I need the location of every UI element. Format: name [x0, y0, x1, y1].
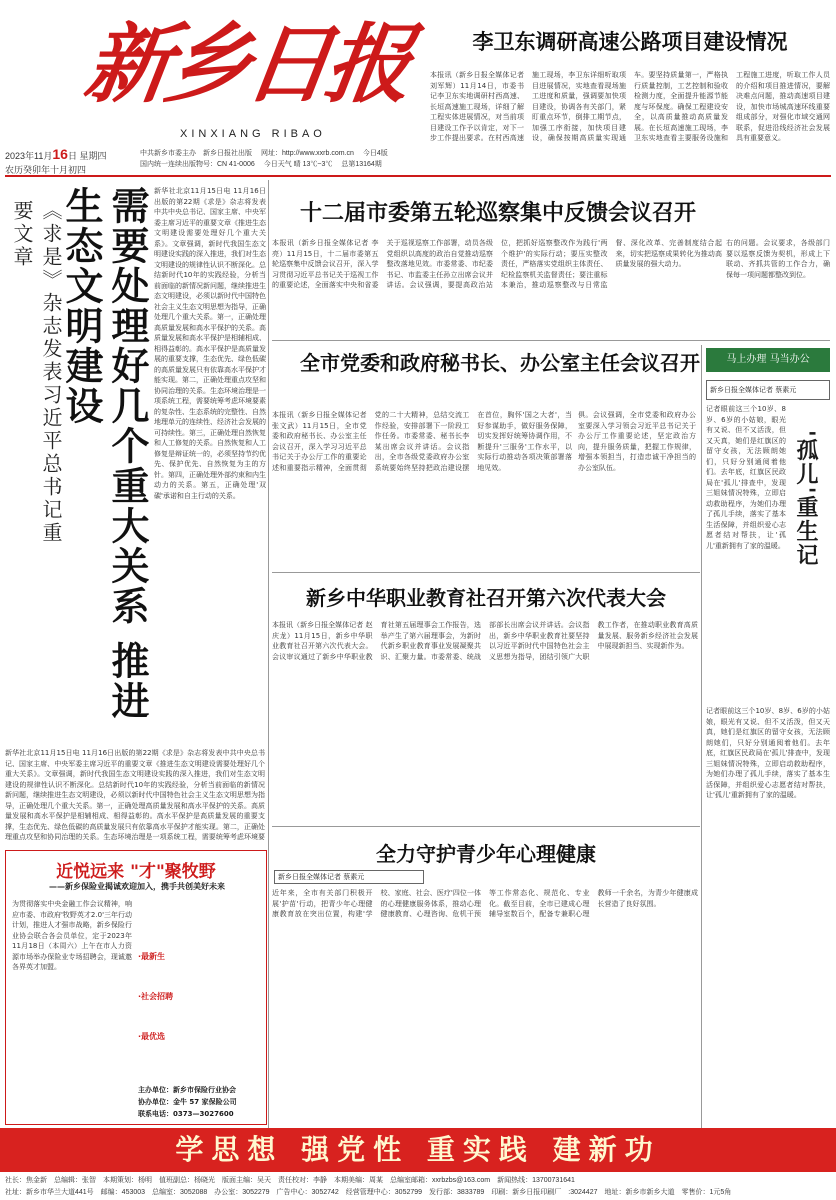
date-block	[5, 147, 140, 177]
promo-contact-1: 主办单位：新乡市保险行业协会	[138, 1086, 236, 1094]
masthead-divider	[5, 175, 831, 177]
inspection-title: 十二届市委第五轮巡察集中反馈会议召开	[299, 201, 696, 226]
top-story-title: 李卫东调研高速公路项目建设情况	[472, 30, 788, 54]
top-story-body: 本报讯（新乡日报全媒体记者 刘军辉）11月14日，市委书记李卫东实地调研村西高速、长垣高速施工现场，详细了解工程实体进展情况，对当前项目建设工作予以肯定，对下一步工作提出要求。在村西高速施工现场，李卫东详细听取项目进展情况，实地查看现场施工进度和质量，强调要加快项目建设，协调各有关部门，紧盯重点环节，倒排工期节点，加强工序衔接，加快项目建设，确保按期高质量实现通车。要坚持质量第一，严格执行质量控制，工艺控制和验收检测力度，全面提升能源节能度与环保度。确保工程建设安全，以高质量推动高质量发展。在长垣高速施工现场，李卫东实地查看主要服务设施和工程施工进度，听取工作人员的介绍和项目推进情况，要解决难点问题，推动高速项目建设，加快市场城高速环线重要组成部分，对强化市域交通网联系，促进沿线经济社会发展具有重要意义。	[430, 71, 830, 142]
masthead-logo: 新乡日报	[78, 14, 414, 115]
publisher-info	[140, 148, 430, 170]
publisher: 中共新乡市委主办 新乡日报社出版	[140, 150, 252, 157]
right-column-title: '孤儿'重生记	[793, 430, 818, 568]
promo-section-3: ·最优选	[138, 1032, 166, 1041]
promo-contact-3: 联系电话：0373—3027600	[138, 1110, 234, 1118]
footer-line-2: 社址：新乡市华兰大道441号 邮编：453003 总编室：3052088 办公室：3052279 广告中心：3052742 经营管理中心：3052799 发行部：3833789 印刷：新乡日报印刷厂 :3024427 地址：新乡市新乡大道 零售价：1元5角	[5, 1189, 732, 1196]
youth-title: 全力守护青少年心理健康	[376, 842, 596, 866]
promo-contact-2: 协办单位：金牛 57 家保险公司	[138, 1098, 237, 1106]
promo-box	[5, 850, 267, 1125]
left-feature-title: 需要处理好几个重大关系 推进生态文明建设	[59, 186, 149, 722]
divider-3	[272, 826, 700, 827]
secretary-col3: 俱。会议强调，全市党委和政府办公室要深入学习领会习近平总书记关于办公厅工作重要论述，坚定政治方向，提升服务质量，把握工作规律，增强本领担当，打造忠诚干净担当的办公室队伍。	[578, 411, 696, 472]
left-feature-subtitle: 《求是》杂志发表习近平总书记重要文章	[10, 200, 63, 545]
column-divider-left	[268, 180, 269, 1128]
right-column-continued: 记者眼前这三个10岁、8岁、6岁的小姑娘，眼光有又说、但不又活泼，但又天真，她们是红旗区的留守女孩，无法顾朗她们，只好分别通阅着他们。去年底，红旗区民政局在'孤儿'排查中，发现三姐妹情况特殊，立即启动救助程序，为她们办理了孤儿手续，落实了基本生活保障，并组织爱心志愿者结对帮扶，让'孤儿'重新拥有了家的温暖。	[706, 707, 830, 799]
weather: 今日天气 晴 13℃~3℃	[263, 161, 333, 168]
youth-byline-box	[274, 870, 424, 884]
inspection-col4: 右的问题。会议要求，各级部门要以巡察反馈为契机，形成上下联动、齐抓共管的工作合力，确保每一项问题都整改到位。	[726, 239, 830, 279]
vocational-title: 新乡中华职业教育社召开第六次代表大会	[306, 586, 666, 610]
vocational-body: 本报讯（新乡日报全媒体记者 赵庆龙）11月15日，新乡中华职业教育社召开第六次代表大会。会议审议通过了新乡中华职业教育社第五届理事会工作报告，选举产生了第六届理事会，为新时代新乡职业教育事业发展凝聚共识、汇聚力量。市委常委、统战部部长出席会议并讲话。会议指出，新乡中华职业教育社要坚持以习近平新时代中国特色社会主义思想为指导，团结引领广大职教工作者，在推动职业教育高质量发展、服务新乡经济社会发展中展现新担当、实现新作为。	[272, 621, 698, 661]
promo-section-2: ·社会招聘	[138, 992, 174, 1001]
footer-line-1: 社长：焦金新 总编辑：张智 本期策划：杨明 值班副总：杨晓光 版面主编：吴天 责任校对：李静 本期美编：周某 总编室邮箱：xxrbzbs@163.com 新闻热线：13700731641	[5, 1177, 575, 1184]
promo-title: 近悦远来 "才"聚牧野	[56, 862, 216, 882]
divider-right-col	[701, 345, 702, 1128]
secretary-title: 全市党委和政府秘书长、办公室主任会议召开	[300, 351, 700, 375]
right-column-body: 记者眼前这三个10岁、8岁、6岁的小姑娘，眼光有又说、但不又活泼，但又天真，她们是红旗区的留守女孩，无法顾朗她们，只好分别通阅着他们。去年底，红旗区民政局在'孤儿'排查中，发现三姐妹情况特殊，立即启动救助程序，为她们办理了孤儿手续，落实了基本生活保障，并组织爱心志愿者结对帮扶，让'孤儿'重新拥有了家的温暖。	[706, 405, 786, 550]
promo-section-1: ·最新生	[138, 952, 166, 961]
website: 网址：http://www.xxrb.com.cn	[260, 150, 354, 157]
lunar-date: 农历癸卯年十月初四	[5, 165, 87, 175]
serial-number: 总第13164期	[341, 161, 382, 168]
cn-number: 国内统一连续出版物号：CN 41-0006	[140, 161, 255, 168]
masthead-pinyin: XINXIANG RIBAO	[180, 128, 326, 140]
date-day: 16	[52, 146, 68, 162]
right-column-banner: 马上办理 马当办公	[706, 348, 830, 372]
date-suffix: 日 星期四	[67, 151, 107, 161]
secretary-body: 本报讯（新乡日报全媒体记者 张文武）11月15日，全市党委和政府秘书长、办公室主任会议召开，深入学习习近平总书记关于办公厅工作的重要论述和重要指示精神，全面贯彻党的二十大精神，总结交流工作经验，安排部署下一阶段工作任务。市委常委、秘书长李某出席会议并讲话。会议指出，全市各级党委政府办公室系统要始终坚持把政治建设摆在首位，胸怀'国之大者'，当好参谋助手，做好服务保障，切实发挥好统筹协调作用，不断提升'三服务'工作水平，以实际行动推动各项决策部署落地见效。	[272, 411, 572, 472]
divider-1	[272, 340, 830, 341]
youth-byline: 新乡日报全媒体记者 蔡素元	[278, 873, 365, 881]
slogan-banner: 学思想 强党性 重实践 建新功	[0, 1128, 836, 1172]
promo-body: 为贯彻落实中央金融工作会议精神，响应市委、市政府'牧野英才2.0'三年行动计划，推进人才强市战略，新乡保险行业协会联合各会员单位，定于2023年11月18日（本周六）上午在市人力资源市场举办保险业专场招聘会，现诚邀各界英才加盟。	[12, 900, 132, 971]
right-column-box	[706, 380, 830, 400]
left-feature-body: 新华社北京11月15日电 11月16日出版的第22期《求是》杂志将发表中共中央总书记、国家主席、中央军委主席习近平的重要文章《推进生态文明建设需要处理好几个重大关系》。文章强调，新时代我国生态文明建设实践的深入推进，我们对生态文明建设的规律性认识不断深化。总结新时代10年的实践经验，分析当前面临的新情况新问题，继续推进生态文明建设，必须以新时代中国特色社会主义生态文明思想为指导，正确处理几个重大关系。第一，正确处理高质量发展和高水平保护的关系。高质量发展和高水平保护是相辅相成、相得益彰的。高水平保护是高质量发展的重要支撑，生态优先、绿色低碳的高质量发展只有依靠高水平保护才能实现。第二，正确处理重点攻坚和协同治理的关系。生态环境治理是一项系统工程，需要统筹考虑环境要素的复杂性、生态系统的完整性、自然地理单元的连续性、经济社会发展的可持续性。第三，正确处理自然恢复和人工修复的关系。自然恢复和人工修复是辩证统一的，必须坚持节约优先、保护优先、自然恢复为主的方针。第四，正确处理外部约束和内生动力的关系。第五，正确处理'双碳'承诺和自主行动的关系。	[154, 187, 266, 500]
youth-body: 近年来，全市有关部门积极开展'护苗'行动，把青少年心理健康教育放在突出位置，构建'学校、家庭、社会、医疗'四位一体的心理健康服务体系，推动心理健康教育、心理咨询、危机干预等工作常态化、规范化、专业化。截至目前，全市已建成心理辅导室数百个，配备专兼职心理教师一千余名，为青少年健康成长营造了良好氛围。	[272, 889, 698, 918]
right-column-byline: 新乡日报全媒体记者 蔡素元	[710, 386, 797, 394]
date-prefix: 2023年11月	[5, 151, 53, 161]
left-feature-continued: 新华社北京11月15日电 11月16日出版的第22期《求是》杂志将发表中共中央总书记、国家主席、中央军委主席习近平的重要文章《推进生态文明建设需要处理好几个重大关系》。文章强调，新时代我国生态文明建设实践的深入推进，我们对生态文明建设的规律性认识不断深化。总结新时代10年的实践经验，分析当前面临的新情况新问题，继续推进生态文明建设，必须以新时代中国特色社会主义生态文明思想为指导，正确处理几个重大关系。第一，正确处理高质量发展和高水平保护的关系。高质量发展和高水平保护是相辅相成、相得益彰的。高水平保护是高质量发展的重要支撑，生态优先、绿色低碳的高质量发展只有依靠高水平保护才能实现。第二，正确处理重点攻坚和协同治理的关系。生态环境治理是一项系统工程，需要统筹考虑环境要	[5, 749, 265, 841]
inspection-body: 本报讯（新乡日报全媒体记者 李亮）11月15日，十二届市委第五轮巡察集中反馈会议召开，深入学习贯彻习近平总书记关于巡视工作的重要论述，全面落实中央和省委关于巡视巡察工作部署，动员各级党组织以高度的政治自觉推动巡察整改落地见效。市委常委、市纪委书记、市监委主任孙立出席会议并讲话。会议强调，要提高政治站位，把抓好巡察整改作为践行'两个维护'的实际行动；要压实整改责任，严格落实党组织主体责任、纪检监察机关监督责任；要注重标本兼治，推动巡察整改与日常监督、深化改革、完善制度结合起来，切实把巡察成果转化为推动高质量发展的强大动力。	[272, 239, 722, 289]
promo-subtitle: ——新乡保险业揭诚欢迎加入，携手共创美好未来	[49, 882, 225, 891]
issue-pages: 今日4版	[362, 150, 388, 157]
divider-2	[272, 572, 700, 573]
